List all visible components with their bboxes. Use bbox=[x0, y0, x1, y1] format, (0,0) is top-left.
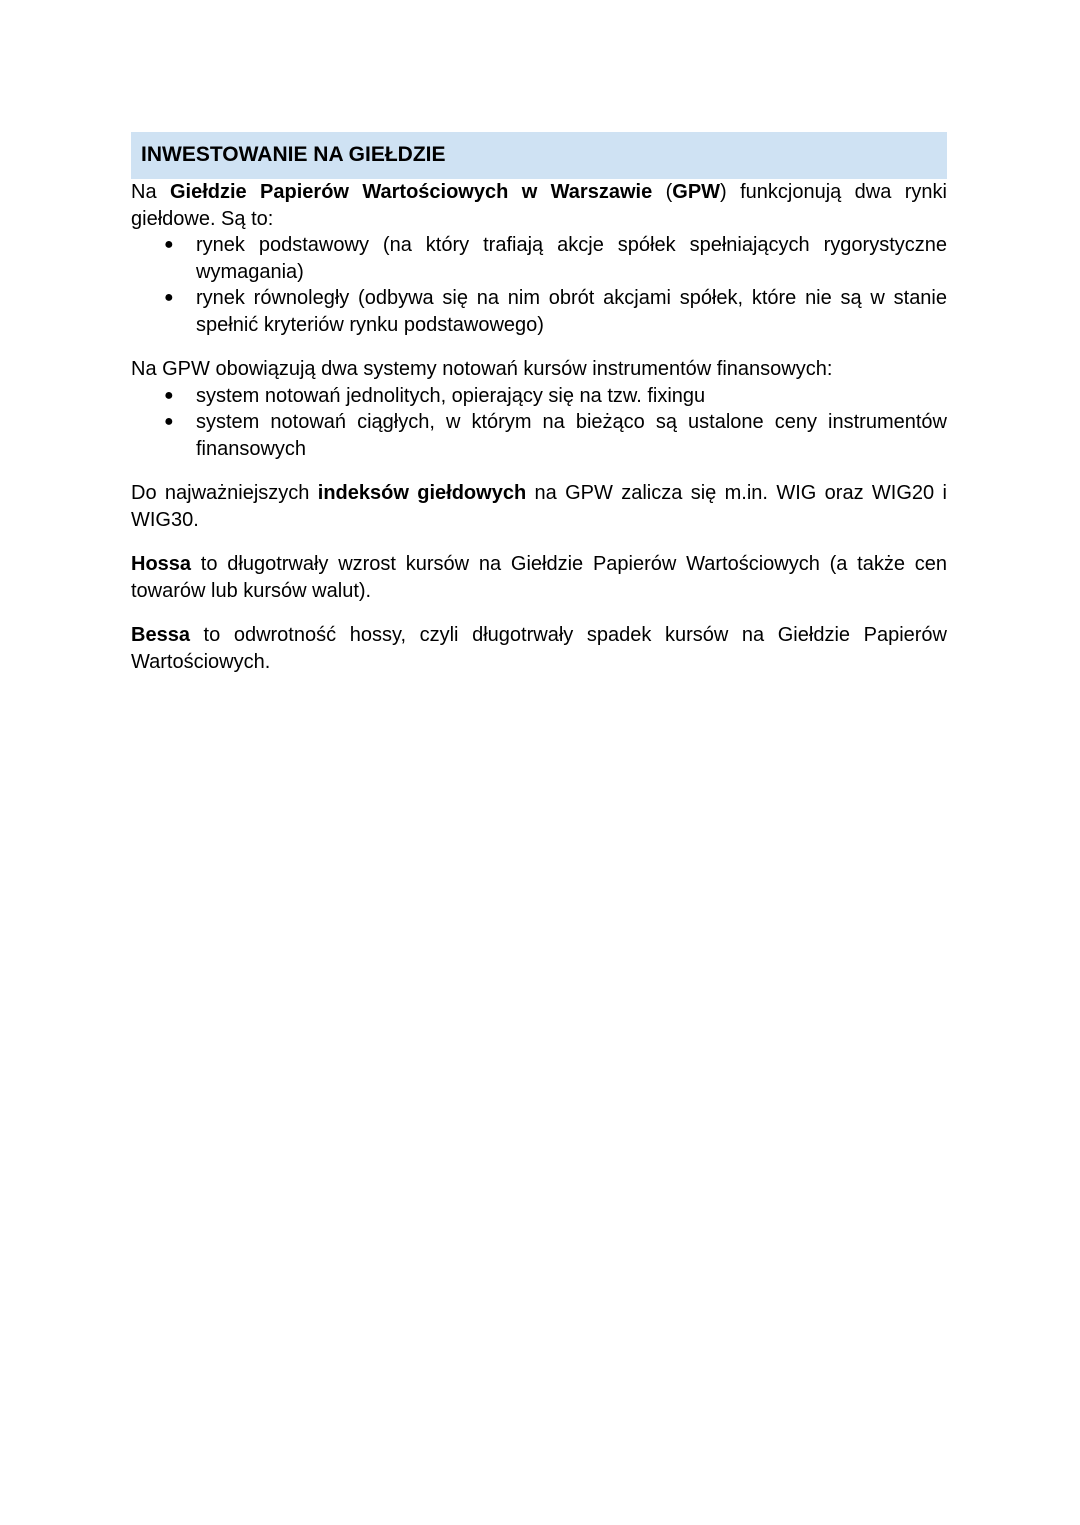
paragraph-systems-intro: Na GPW obowiązują dwa systemy notowań kursów instrumentów finansowych: bbox=[131, 358, 833, 380]
text: Do najważniejszych bbox=[131, 482, 318, 504]
list-item bbox=[164, 232, 947, 285]
list-item bbox=[164, 409, 947, 462]
bold-term-bessa: Bessa bbox=[131, 624, 190, 646]
paragraph-markets-intro bbox=[131, 179, 947, 232]
list-item-text: system notowań ciągłych, w którym na bieżąco są ustalone ceny instrumentów finansowych bbox=[196, 411, 947, 460]
text: ) funkcjonują dwa rynki giełdowe. Są to: bbox=[131, 181, 947, 230]
paragraph-bessa bbox=[131, 622, 947, 675]
spacer bbox=[131, 338, 947, 356]
spacer bbox=[131, 604, 947, 622]
list-item bbox=[164, 383, 947, 410]
spacer bbox=[131, 533, 947, 551]
spacer bbox=[131, 462, 947, 480]
bullet-icon: ● bbox=[164, 289, 174, 306]
document-page bbox=[131, 132, 947, 675]
markets-list bbox=[131, 232, 947, 338]
section-heading: INWESTOWANIE NA GIEŁDZIE bbox=[131, 132, 947, 179]
systems-list bbox=[131, 383, 947, 463]
bold-term-indices: indeksów giełdowych bbox=[317, 482, 527, 504]
text: to odwrotność hossy, czyli długotrwały spadek kursów na Giełdzie Papierów Wartościowych. bbox=[131, 624, 947, 673]
text: na GPW zalicza się m.in. WIG oraz WIG20 i WIG30. bbox=[131, 482, 947, 531]
list-item-text: rynek równoległy (odbywa się na nim obrót akcjami spółek, które nie są w stanie spełnić kryteriów rynku podstawowego) bbox=[196, 287, 947, 336]
text: Na bbox=[131, 181, 170, 203]
bold-term-gpw-full: Giełdzie Papierów Wartościowych w Warszawie bbox=[169, 181, 653, 203]
list-item-text: rynek podstawowy (na który trafiają akcje spółek spełniających rygorystyczne wymagania) bbox=[196, 234, 947, 283]
list-item bbox=[164, 285, 947, 338]
bullet-icon: ● bbox=[164, 236, 174, 253]
text: to długotrwały wzrost kursów na Giełdzie Papierów Wartościowych (a także cen towarów lub kursów walut). bbox=[131, 553, 947, 602]
bold-term-hossa: Hossa bbox=[131, 553, 192, 575]
bullet-icon: ● bbox=[164, 386, 174, 404]
list-item-text: system notowań jednolitych, opierający się na tzw. fixingu bbox=[196, 384, 706, 407]
text: ( bbox=[652, 181, 673, 203]
bullet-icon: ● bbox=[164, 413, 174, 430]
paragraph-hossa bbox=[131, 551, 947, 604]
bold-term-gpw: GPW bbox=[672, 181, 721, 203]
paragraph-indices bbox=[131, 480, 947, 533]
